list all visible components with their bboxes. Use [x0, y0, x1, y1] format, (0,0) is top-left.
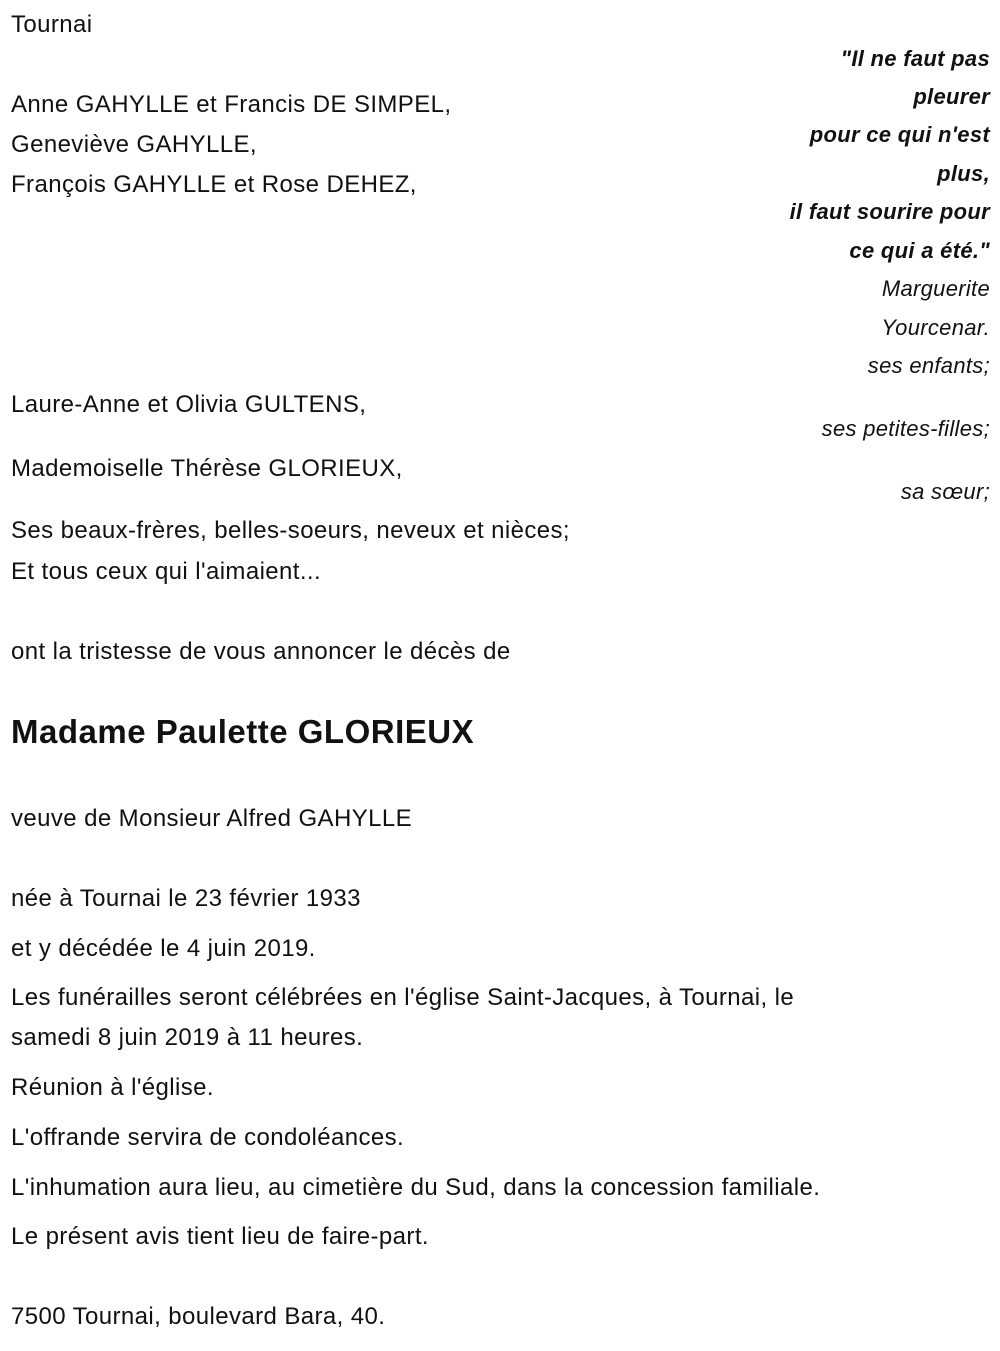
quote-line: "Il ne faut pas [840, 46, 990, 71]
quote-author: Yourcenar. [881, 315, 990, 340]
child-line: Anne GAHYLLE et Francis DE SIMPEL, [11, 91, 452, 118]
offering: L'offrande servira de condoléances. [11, 1124, 405, 1151]
grandchildren: Laure-Anne et Olivia GULTENS, [11, 391, 367, 418]
others-line: Et tous ceux qui l'aimaient... [11, 558, 322, 585]
quote-line: pleurer [913, 84, 990, 109]
city: Tournai [11, 11, 93, 38]
address: 7500 Tournai, boulevard Bara, 40. [11, 1303, 386, 1330]
widow-of: veuve de Monsieur Alfred GAHYLLE [11, 805, 413, 832]
funeral-line: samedi 8 juin 2019 à 11 heures. [11, 1024, 364, 1051]
quote-line: ce qui a été." [849, 238, 990, 263]
quote-line: pour ce qui n'est [809, 122, 990, 147]
others-line: Ses beaux-frères, belles-soeurs, neveux et nièces; [11, 517, 570, 544]
notice: Le présent avis tient lieu de faire-part. [11, 1223, 429, 1250]
role-grandchildren: ses petites-filles; [821, 416, 990, 441]
role-sister: sa sœur; [900, 479, 990, 504]
role-children: ses enfants; [867, 353, 990, 378]
meeting: Réunion à l'église. [11, 1074, 214, 1101]
birth: née à Tournai le 23 février 1933 [11, 885, 361, 912]
funeral-line: Les funérailles seront célébrées en l'église Saint-Jacques, à Tournai, le [11, 984, 795, 1011]
child-line: François GAHYLLE et Rose DEHEZ, [11, 171, 417, 198]
announcement: ont la tristesse de vous annoncer le décès de [11, 638, 511, 665]
burial: L'inhumation aura lieu, au cimetière du Sud, dans la concession familiale. [11, 1174, 821, 1201]
quote-line: il faut sourire pour [789, 199, 990, 224]
deceased-name: Madame Paulette GLORIEUX [11, 713, 475, 750]
quote-author: Marguerite [881, 276, 990, 301]
quote-line: plus, [937, 161, 990, 186]
death: et y décédée le 4 juin 2019. [11, 935, 316, 962]
sister: Mademoiselle Thérèse GLORIEUX, [11, 455, 403, 482]
child-line: Geneviève GAHYLLE, [11, 131, 257, 158]
